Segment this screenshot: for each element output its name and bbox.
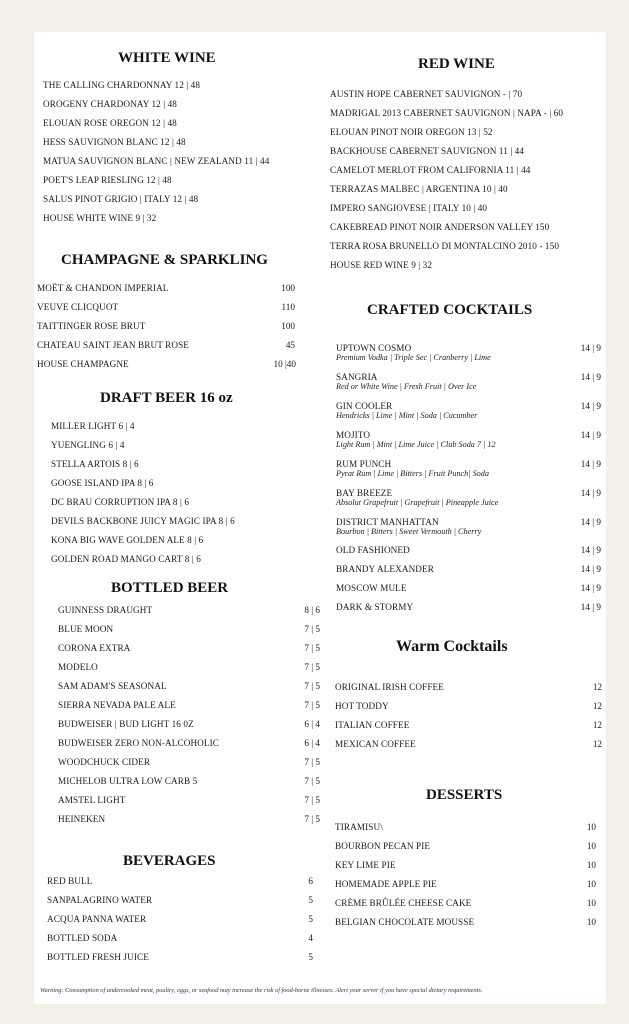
draft-beer-heading: DRAFT BEER 16 oz <box>100 390 233 406</box>
champagne-item-price: 10 |40 <box>273 359 296 369</box>
bottled-beer-item-name: MODELO <box>58 662 98 672</box>
warm-cocktail-item-name: ORIGINAL IRISH COFFEE <box>335 682 444 692</box>
cocktail-item-name: MOJITO <box>336 430 371 440</box>
cocktail-item-name: UPTOWN COSMO <box>336 343 412 353</box>
white-wine-item: THE CALLING CHARDONNAY 12 | 48 <box>43 80 201 90</box>
dessert-item-name: HOMEMADE APPLE PIE <box>335 879 437 889</box>
champagne-item-price: 100 <box>281 283 295 293</box>
white-wine-item: HESS SAUVIGNON BLANC 12 | 48 <box>43 137 186 147</box>
cocktail-item-name: DISTRICT MANHATTAN <box>336 517 439 527</box>
bottled-beer-item-name: CORONA EXTRA <box>58 643 131 653</box>
warm-cocktail-item-name: ITALIAN COFFEE <box>335 720 410 730</box>
cocktail-item-name: SANGRIA <box>336 372 378 382</box>
red-wine-item: BACKHOUSE CABERNET SAUVIGNON 11 | 44 <box>330 146 525 156</box>
champagne-item-name: VEUVE CLICQUOT <box>37 302 119 312</box>
red-wine-item: ELOUAN PINOT NOIR OREGON 13 | 52 <box>330 127 493 137</box>
white-wine-item: HOUSE WHITE WINE 9 | 32 <box>43 213 157 223</box>
dessert-item-price: 10 <box>586 860 596 870</box>
bottled-beer-item-price: 8 | 6 <box>304 605 320 615</box>
red-wine-item: IMPERO SANGIOVESE | ITALY 10 | 40 <box>330 203 488 213</box>
bottled-beer-item-price: 7 | 5 <box>304 643 320 653</box>
red-wine-item: CAMELOT MERLOT FROM CALIFORNIA 11 | 44 <box>330 165 531 175</box>
cocktail-item-description: Hendricks | Lime | Mint | Soda | Cucumber <box>336 411 478 420</box>
white-wine-item: OROGENY CHARDONAY 12 | 48 <box>43 99 177 109</box>
dessert-item-name: KEY LIME PIE <box>335 860 396 870</box>
bottled-beer-item-price: 6 | 4 <box>304 719 320 729</box>
bottled-beer-item-price: 7 | 5 <box>304 814 320 824</box>
bottled-beer-item-name: AMSTEL LIGHT <box>58 795 126 805</box>
white-wine-item: ELOUAN ROSE OREGON 12 | 48 <box>43 118 177 128</box>
cocktail-item-name: BRANDY ALEXANDER <box>336 564 434 574</box>
cocktail-item-price: 14 | 9 <box>580 602 601 612</box>
red-wine-item: CAKEBREAD PINOT NOIR ANDERSON VALLEY 150 <box>330 222 550 232</box>
bottled-beer-item-price: 7 | 5 <box>304 624 320 634</box>
warm-cocktails-heading: Warm Cocktails <box>396 638 508 655</box>
cocktail-item-price: 14 | 9 <box>580 517 601 527</box>
cocktail-item-description: Light Rum | Mint | Lime Juice | Club Soda 7 | 12 <box>336 440 496 449</box>
dessert-item-price: 10 <box>586 822 596 832</box>
draft-beer-item: DEVILS BACKBONE JUICY MAGIC IPA 8 | 6 <box>51 516 235 526</box>
cocktail-item-price: 14 | 9 <box>580 545 601 555</box>
cocktail-item-description: Pyrat Rum | Lime | Bitters | Fruit Punch| Soda <box>336 469 489 478</box>
cocktail-item-price: 14 | 9 <box>580 372 601 382</box>
cocktail-item-name: RUM PUNCH <box>336 459 392 469</box>
beverage-item-name: BOTTLED SODA <box>47 933 118 943</box>
bottled-beer-item-price: 7 | 5 <box>304 757 320 767</box>
beverage-item-name: SANPALAGRINO WATER <box>47 895 153 905</box>
bottled-beer-item-name: HEINEKEN <box>58 814 106 824</box>
red-wine-heading: RED WINE <box>418 56 495 72</box>
cocktail-item-name: BAY BREEZE <box>336 488 393 498</box>
red-wine-item: TERRAZAS MALBEC | ARGENTINA 10 | 40 <box>330 184 508 194</box>
bottled-beer-item-name: BUDWEISER ZERO NON-ALCOHOLIC <box>58 738 220 748</box>
bottled-beer-item-price: 7 | 5 <box>304 662 320 672</box>
cocktail-item-name: DARK & STORMY <box>336 602 414 612</box>
bottled-beer-item-name: BLUE MOON <box>58 624 114 634</box>
dessert-item-name: BOURBON PECAN PIE <box>335 841 431 851</box>
white-wine-item: MATUA SAUVIGNON BLANC | NEW ZEALAND 11 | 44 <box>43 156 270 166</box>
beverage-item-price: 5 <box>308 895 313 905</box>
draft-beer-item: GOLDEN ROAD MANGO CART 8 | 6 <box>51 554 201 564</box>
bottled-beer-item-name: SAM ADAM'S SEASONAL <box>58 681 167 691</box>
cocktail-item-description: Red or White Wine | Fresh Fruit | Over Ice <box>336 382 477 391</box>
champagne-item-price: 110 <box>281 302 295 312</box>
beverage-item-price: 6 <box>308 876 313 886</box>
red-wine-item: AUSTIN HOPE CABERNET SAUVIGNON - | 70 <box>330 89 523 99</box>
cocktail-item-price: 14 | 9 <box>580 564 601 574</box>
bottled-beer-item-name: SIERRA NEVADA PALE ALE <box>58 700 176 710</box>
draft-beer-item: KONA BIG WAVE GOLDEN ALE 8 | 6 <box>51 535 204 545</box>
beverage-item-name: RED BULL <box>47 876 93 886</box>
beverage-item-name: BOTTLED FRESH JUICE <box>47 952 149 962</box>
cocktail-item-price: 14 | 9 <box>580 488 601 498</box>
dessert-item-price: 10 <box>586 841 596 851</box>
cocktail-item-name: GIN COOLER <box>336 401 393 411</box>
cocktail-item-description: Absolut Grapefruit | Grapefruit | Pineapple Juice <box>336 498 499 507</box>
dessert-item-price: 10 <box>586 917 596 927</box>
crafted-cocktails-heading: CRAFTED COCKTAILS <box>367 302 533 318</box>
dessert-item-name: CRÈME BRÛLÉE CHEESE CAKE <box>335 898 472 908</box>
warm-cocktail-item-price: 12 <box>592 682 602 692</box>
dessert-item-price: 10 <box>586 879 596 889</box>
beverage-item-price: 5 <box>308 914 313 924</box>
bottled-beer-item-name: WOODCHUCK CIDER <box>58 757 151 767</box>
draft-beer-item: GOOSE ISLAND IPA 8 | 6 <box>51 478 154 488</box>
bottled-beer-item-price: 7 | 5 <box>304 795 320 805</box>
beverage-item-name: ACQUA PANNA WATER <box>47 914 147 924</box>
champagne-item-name: CHATEAU SAINT JEAN BRUT ROSE <box>37 340 190 350</box>
bottled-beer-heading: BOTTLED BEER <box>111 580 229 596</box>
red-wine-item: HOUSE RED WINE 9 | 32 <box>330 260 433 270</box>
white-wine-item: SALUS PINOT GRIGIO | ITALY 12 | 48 <box>43 194 199 204</box>
cocktail-item-description: Bourbon | Bitters | Sweet Vermouth | Cherry <box>336 527 482 536</box>
cocktail-item-price: 14 | 9 <box>580 583 601 593</box>
red-wine-item: MADRIGAL 2013 CABERNET SAUVIGNON | NAPA - | 60 <box>330 108 564 118</box>
beverage-item-price: 4 <box>308 933 313 943</box>
bottled-beer-item-name: MICHELOB ULTRA LOW CARB 5 <box>58 776 198 786</box>
cocktail-item-price: 14 | 9 <box>580 459 601 469</box>
warm-cocktail-item-name: HOT TODDY <box>335 701 389 711</box>
warm-cocktail-item-price: 12 <box>592 739 602 749</box>
bottled-beer-item-name: GUINNESS DRAUGHT <box>58 605 153 615</box>
beverages-heading: BEVERAGES <box>123 853 216 869</box>
bottled-beer-item-price: 7 | 5 <box>304 700 320 710</box>
desserts-heading: DESSERTS <box>426 787 503 803</box>
champagne-item-price: 100 <box>281 321 295 331</box>
cocktail-item-name: MOSCOW MULE <box>336 583 407 593</box>
cocktail-item-name: OLD FASHIONED <box>336 545 410 555</box>
dessert-item-name: TIRAMISU\ <box>335 822 383 832</box>
dessert-item-price: 10 <box>586 898 596 908</box>
bottled-beer-item-price: 7 | 5 <box>304 776 320 786</box>
draft-beer-item: DC BRAU CORRUPTION IPA 8 | 6 <box>51 497 190 507</box>
white-wine-heading: WHITE WINE <box>118 50 216 66</box>
food-safety-warning: Warning: Consumption of undercooked meat, poultry, eggs, or seafood may increase the risk of food-borne illnesses. Alert your server if you have special dietary requirements. <box>40 987 483 994</box>
draft-beer-item: STELLA ARTOIS 8 | 6 <box>51 459 139 469</box>
cocktail-item-price: 14 | 9 <box>580 430 601 440</box>
draft-beer-item: MILLER LIGHT 6 | 4 <box>51 421 135 431</box>
warm-cocktail-item-price: 12 <box>592 720 602 730</box>
warm-cocktail-item-name: MEXICAN COFFEE <box>335 739 416 749</box>
champagne-item-name: MOËT & CHANDON IMPERIAL <box>37 283 169 293</box>
cocktail-item-description: Premium Vodka | Triple Sec | Cranberry | Lime <box>336 353 491 362</box>
dessert-item-name: BELGIAN CHOCOLATE MOUSSE <box>335 917 475 927</box>
bottled-beer-item-price: 6 | 4 <box>304 738 320 748</box>
champagne-item-name: HOUSE CHAMPAGNE <box>37 359 129 369</box>
champagne-heading: CHAMPAGNE & SPARKLING <box>61 252 268 268</box>
champagne-item-price: 45 <box>285 340 295 350</box>
bottled-beer-item-price: 7 | 5 <box>304 681 320 691</box>
beverage-item-price: 5 <box>308 952 313 962</box>
bottled-beer-item-name: BUDWEISER | BUD LIGHT 16 0Z <box>58 719 194 729</box>
cocktail-item-price: 14 | 9 <box>580 343 601 353</box>
warm-cocktail-item-price: 12 <box>592 701 602 711</box>
white-wine-item: POET'S LEAP RIESLING 12 | 48 <box>43 175 172 185</box>
champagne-item-name: TAITTINGER ROSE BRUT <box>37 321 146 331</box>
draft-beer-item: YUENGLING 6 | 4 <box>51 440 125 450</box>
red-wine-item: TERRA ROSA BRUNELLO DI MONTALCINO 2010 - 150 <box>330 241 560 251</box>
cocktail-item-price: 14 | 9 <box>580 401 601 411</box>
